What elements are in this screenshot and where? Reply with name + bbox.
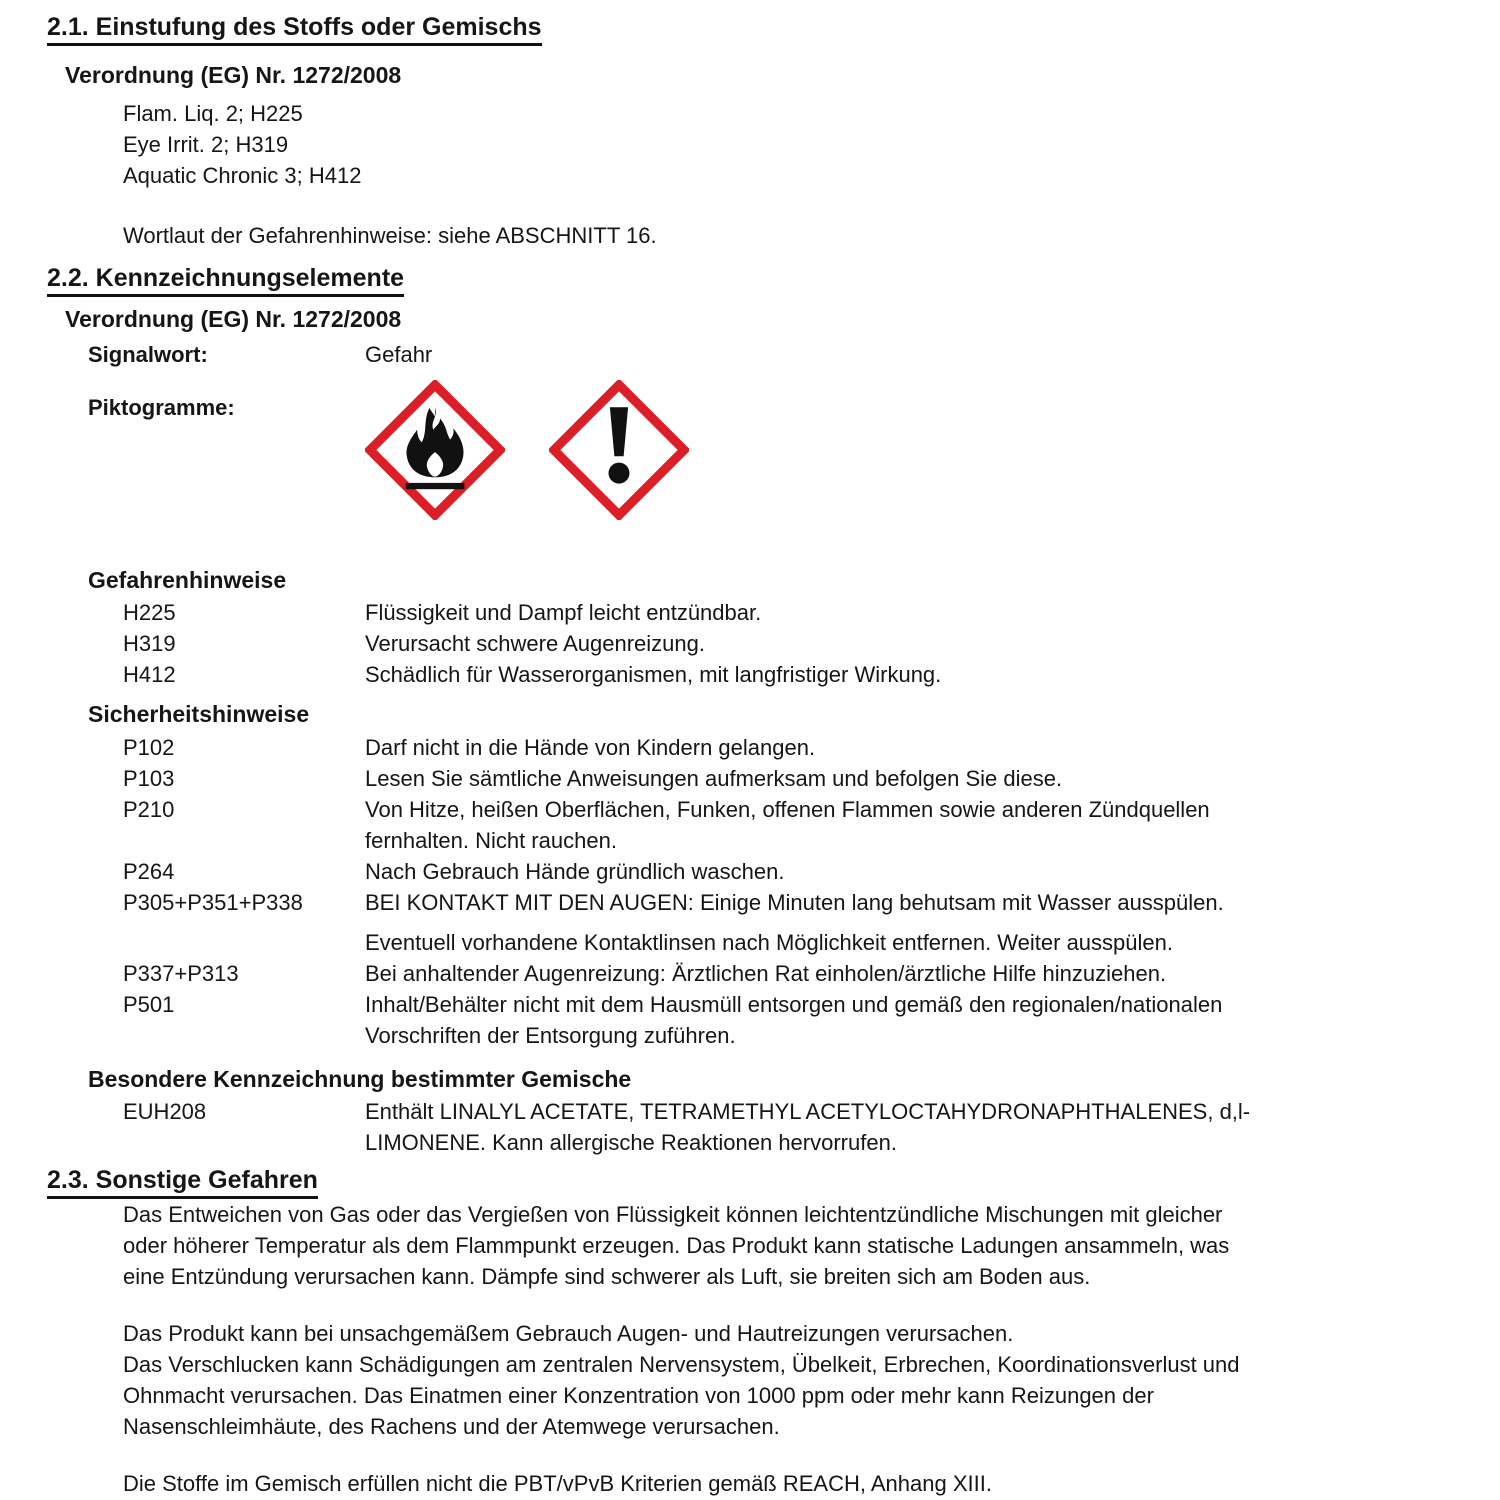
section-2-2-heading bbox=[47, 263, 1460, 297]
other-hazards-paragraph: Die Stoffe im Gemisch erfüllen nicht die PBT/vPvB Kriterien gemäß REACH, Anhang XIII. bbox=[123, 1471, 992, 1496]
precautionary-text: Nach Gebrauch Hände gründlich waschen. bbox=[365, 859, 785, 884]
section-2-2-heading-text: 2.2. Kennzeichnungselemente bbox=[47, 263, 404, 297]
regulation-heading-2-1: Verordnung (EG) Nr. 1272/2008 bbox=[65, 62, 402, 88]
classification-item: Eye Irrit. 2; H319 bbox=[123, 132, 289, 157]
other-hazards-paragraph: Das Entweichen von Gas oder das Vergießen von Flüssigkeit können leichtentzündliche Mischungen mit gleicher oder höherer Temperatur als dem Flammpunkt erzeugen. Das Produkt kann statische Ladungen ansammeln, was eine Entzündung verursachen kann. Dämpfe sind schwerer als Luft, sie breiten sich am Boden aus. bbox=[123, 1202, 1230, 1289]
hazard-code: H225 bbox=[123, 600, 176, 625]
hazard-statement-row bbox=[123, 597, 1460, 628]
special-labelling-row bbox=[123, 1096, 1460, 1158]
hazard-code: H412 bbox=[123, 662, 176, 687]
flame-icon bbox=[365, 380, 505, 520]
hazard-text: Flüssigkeit und Dampf leicht entzündbar. bbox=[365, 600, 762, 625]
special-labelling-text: Enthält LINALYL ACETATE, TETRAMETHYL ACETYLOCTAHYDRONAPHTHALENES, d,l-LIMONENE. Kann allergische Reaktionen hervorrufen. bbox=[365, 1099, 1251, 1155]
hazard-statement-row bbox=[123, 628, 1460, 659]
precautionary-text: Inhalt/Behälter nicht mit dem Hausmüll entsorgen und gemäß den regionalen/nationalen Vorschriften der Entsorgung zuführen. bbox=[365, 992, 1223, 1048]
signal-word-value: Gefahr bbox=[365, 342, 433, 367]
precautionary-text bbox=[365, 887, 1224, 958]
pictograms-group bbox=[365, 380, 689, 520]
pictograms-row bbox=[88, 392, 1460, 540]
precautionary-statement-row bbox=[123, 794, 1460, 856]
precautionary-statement-row bbox=[123, 989, 1460, 1051]
precautionary-code: P337+P313 bbox=[123, 961, 239, 986]
precautionary-statement-row bbox=[123, 856, 1460, 887]
precautionary-text: Darf nicht in die Hände von Kindern gelangen. bbox=[365, 735, 816, 760]
signal-word-row bbox=[88, 339, 1460, 370]
precautionary-text-line1: BEI KONTAKT MIT DEN AUGEN: Einige Minuten lang behutsam mit Wasser ausspülen. bbox=[365, 890, 1224, 915]
hazard-text: Verursacht schwere Augenreizung. bbox=[365, 631, 705, 656]
classification-list bbox=[123, 98, 1460, 191]
hazard-statements bbox=[47, 597, 1460, 690]
classification-item: Aquatic Chronic 3; H412 bbox=[123, 163, 362, 188]
exclamation-mark-icon bbox=[549, 380, 689, 520]
precautionary-text-line2: Eventuell vorhandene Kontaktlinsen nach Möglichkeit entfernen. Weiter ausspülen. bbox=[365, 930, 1173, 955]
section-2-3-heading-text: 2.3. Sonstige Gefahren bbox=[47, 1165, 318, 1199]
hazard-code: H319 bbox=[123, 631, 176, 656]
hazard-wording-note: Wortlaut der Gefahrenhinweise: siehe ABSCHNITT 16. bbox=[123, 223, 657, 248]
precautionary-statement-row bbox=[123, 887, 1460, 958]
precautionary-statements bbox=[47, 732, 1460, 1051]
other-hazards-paragraph: Das Produkt kann bei unsachgemäßem Gebrauch Augen- und Hautreizungen verursachen. bbox=[123, 1321, 1014, 1346]
precautionary-code: P501 bbox=[123, 992, 175, 1017]
special-labelling-code: EUH208 bbox=[123, 1099, 207, 1124]
precautionary-text: Lesen Sie sämtliche Anweisungen aufmerksam und befolgen Sie diese. bbox=[365, 766, 1063, 791]
other-hazards-paragraph: Das Verschlucken kann Schädigungen am zentralen Nervensystem, Übelkeit, Erbrechen, Koordinationsverlust und Ohnmacht verursachen. Das Einatmen einer Konzentration von 1000 ppm oder mehr kann Reizungen der Nasenschleimhäute, des Rachens und der Atemwege verursachen. bbox=[123, 1352, 1240, 1439]
section-2-1-heading-text: 2.1. Einstufung des Stoffs oder Gemischs bbox=[47, 12, 542, 46]
precautionary-statement-row bbox=[123, 763, 1460, 794]
precautionary-text: Von Hitze, heißen Oberflächen, Funken, offenen Flammen sowie anderen Zündquellen fernhalten. Nicht rauchen. bbox=[365, 797, 1210, 853]
pictograms-label: Piktogramme: bbox=[88, 395, 235, 420]
signal-word-label: Signalwort: bbox=[88, 342, 208, 367]
precautionary-statement-row bbox=[123, 732, 1460, 763]
regulation-heading-2-2: Verordnung (EG) Nr. 1272/2008 bbox=[65, 306, 402, 332]
precautionary-code: P305+P351+P338 bbox=[123, 890, 303, 915]
precautionary-statement-row bbox=[123, 958, 1460, 989]
precautionary-code: P102 bbox=[123, 735, 175, 760]
section-2-1-heading bbox=[47, 12, 1460, 46]
classification-item: Flam. Liq. 2; H225 bbox=[123, 101, 303, 126]
precautionary-code: P210 bbox=[123, 797, 175, 822]
section-2-3-heading bbox=[47, 1165, 1460, 1199]
special-labelling-statements bbox=[47, 1096, 1460, 1158]
hazard-text: Schädlich für Wasserorganismen, mit langfristiger Wirkung. bbox=[365, 662, 942, 687]
precautionary-statements-heading: Sicherheitshinweise bbox=[88, 701, 310, 727]
hazard-statements-heading: Gefahrenhinweise bbox=[88, 567, 287, 593]
precautionary-text: Bei anhaltender Augenreizung: Ärztlichen Rat einholen/ärztliche Hilfe hinzuziehen. bbox=[365, 961, 1167, 986]
hazard-statement-row bbox=[123, 659, 1460, 690]
precautionary-code: P264 bbox=[123, 859, 175, 884]
special-labelling-heading: Besondere Kennzeichnung bestimmter Gemische bbox=[88, 1066, 632, 1092]
precautionary-code: P103 bbox=[123, 766, 175, 791]
